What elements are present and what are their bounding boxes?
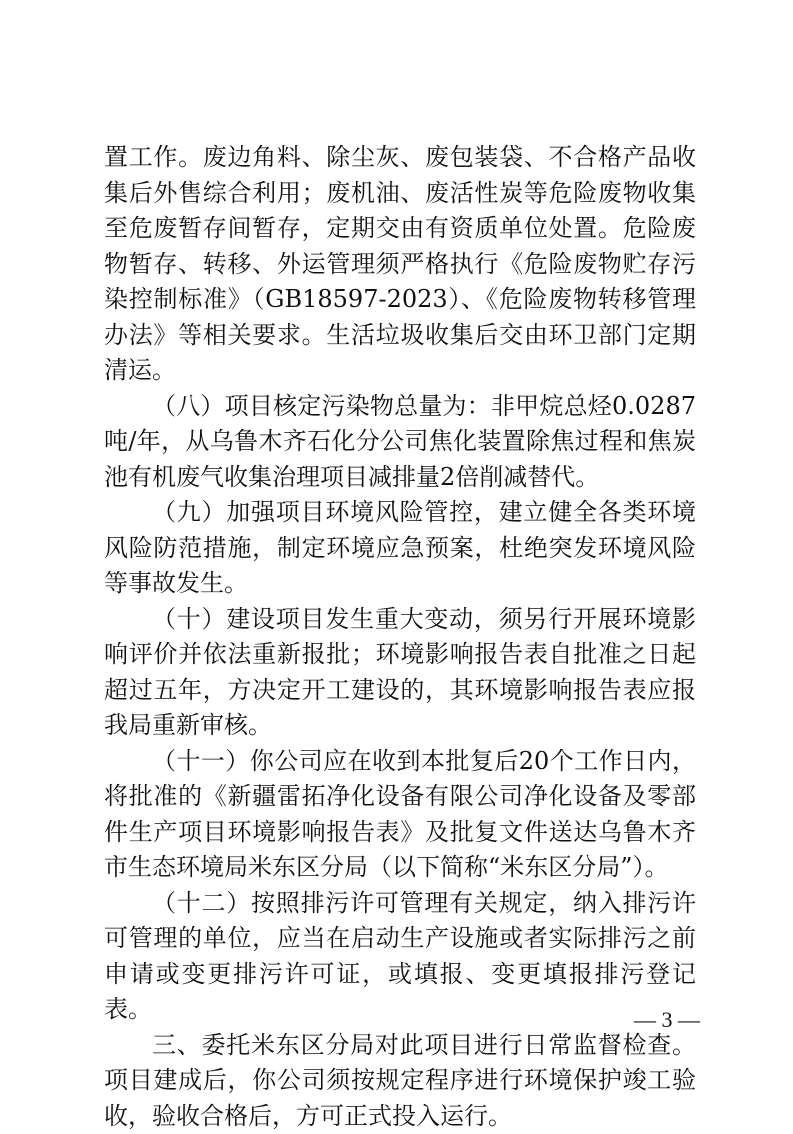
paragraph-item-9: （九）加强项目环境风险管控，建立健全各类环境风险防范措施，制定环境应急预案，杜绝突发环境风险等事故发生。 (104, 495, 696, 602)
paragraph-section-3: 三、委托米东区分局对此项目进行日常监督检查。项目建成后，你公司须按规定程序进行环境保护竣工验收，验收合格后，方可正式投入运行。 (104, 1028, 696, 1134)
page-number: — 3 — (600, 1006, 700, 1034)
paragraph-item-10: （十）建设项目发生重大变动，须另行开展环境影响评价并依法重新报批；环境影响报告表自批准之日起超过五年，方决定开工建设的，其环境影响报告表应报我局重新审核。 (104, 602, 696, 744)
document-body (104, 140, 696, 1134)
paragraph-continuation: 置工作。废边角料、除尘灰、废包装袋、不合格产品收集后外售综合利用；废机油、废活性炭等危险废物收集至危废暂存间暂存，定期交由有资质单位处置。危险废物暂存、转移、外运管理须严格执行《危险废物贮存污染控制标准》（GB18597-2023）、《危险废物转移管理办法》等相关要求。生活垃圾收集后交由环卫部门定期清运。 (104, 140, 696, 389)
paragraph-item-12: （十二）按照排污许可管理有关规定，纳入排污许可管理的单位，应当在启动生产设施或者实际排污之前申请或变更排污许可证，或填报、变更填报排污登记表。 (104, 886, 696, 1028)
paragraph-item-8: （八）项目核定污染物总量为：非甲烷总烃0.0287吨/年，从乌鲁木齐石化分公司焦化装置除焦过程和焦炭池有机废气收集治理项目减排量2倍削减替代。 (104, 389, 696, 496)
paragraph-item-11: （十一）你公司应在收到本批复后20个工作日内，将批准的《新疆雷拓净化设备有限公司净化设备及零部件生产项目环境影响报告表》及批复文件送达乌鲁木齐市生态环境局米东区分局（以下简称“米东区分局”）。 (104, 744, 696, 886)
